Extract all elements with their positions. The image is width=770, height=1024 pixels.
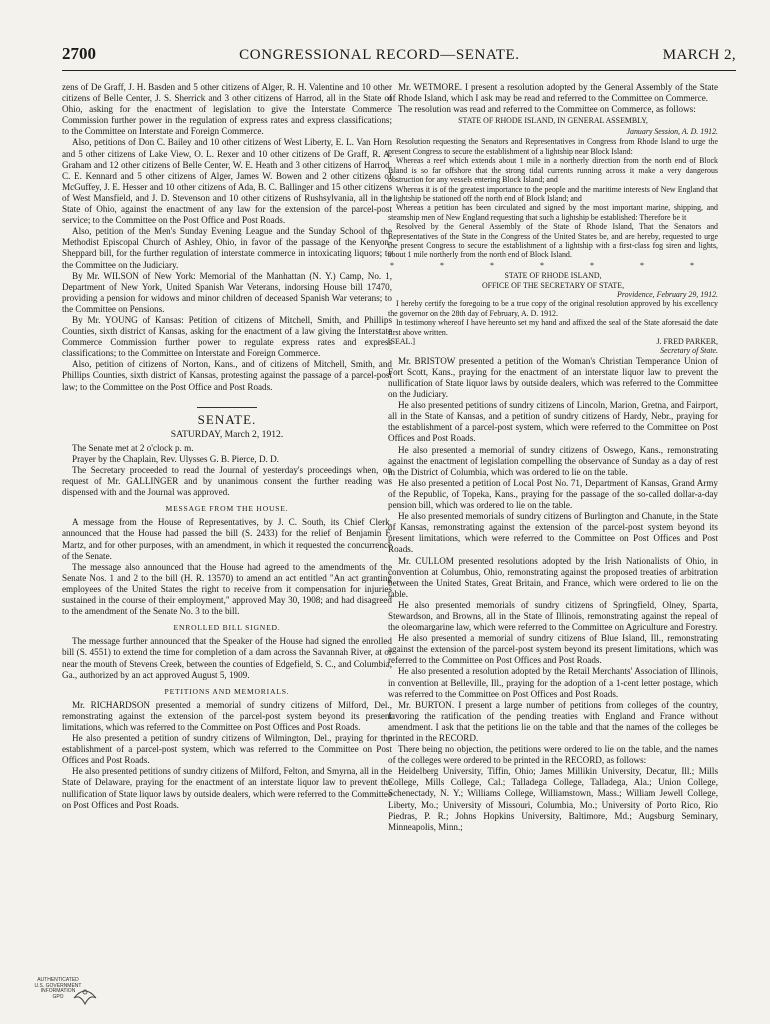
- paragraph: Also, petition of citizens of Norton, Kans., and of citizens of Mitchell, Smith, and Phillips Counties, sixth district of Kansas, protesting against the passage of a parcel-post law; to the Committee on the Post Office and Post Roads.: [62, 359, 392, 392]
- paragraph: He also presented memorials of sundry citizens of Springfield, Olney, Sparta, Stewardson, and Browns, all in the State of Illinois, remonstrating against the repeal of the oleomargarine law, which were referred to the Committee on Agriculture and Forestry.: [388, 599, 718, 633]
- paragraph: zens of De Graff, J. H. Basden and 5 other citizens of Alger, R. H. Valentine and 10 other citizens of Belle Center, J. S. Sherrick and 3 other citizens of Harrod, all in the State of Ohio, asking for the enactment of legislation to give the Interstate Commerce Commission further power in the regulation of express rates and express classifications; to the Committee on Interstate and Foreign Commerce.: [62, 82, 392, 137]
- office-date: Providence, February 29, 1912.: [617, 289, 718, 299]
- page-header: [62, 44, 736, 66]
- paragraph: By Mr. YOUNG of Kansas: Petition of citizens of Mitchell, Smith, and Phillips Counties, sixth district of Kansas, asking for the enactment of a law giving the Interstate Commerce Commission further power to regulate express rates and express classifications; to the Committee on Interstate and Foreign Commerce.: [62, 314, 392, 359]
- house-message-heading: MESSAGE FROM THE HOUSE.: [165, 504, 289, 514]
- paragraph: The Senate met at 2 o'clock p. m.: [72, 442, 194, 453]
- section-divider: [197, 407, 257, 408]
- paragraph: By Mr. WILSON of New York: Memorial of the Manhattan (N. Y.) Camp, No. 1, Department of New York, United Spanish War Veterans, indorsing House bill 17470, providing a pension for widows and minor children of deceased Spanish War veterans; to the Committee on Pensions.: [62, 270, 392, 314]
- resolution-block: [388, 137, 718, 355]
- auth-line: INFORMATION: [40, 988, 76, 995]
- auth-line: GPO: [52, 993, 64, 1000]
- paragraph: The Secretary proceeded to read the Journal of yesterday's proceedings when, on request of Mr. GALLINGER and by unanimous consent the further reading was dispensed with and the Journal was approved.: [62, 465, 392, 498]
- paragraph: He also presented a memorial of sundry citizens of Blue Island, Ill., remonstrating against the extension of the parcel-post system beyond its present limitations, which was referred to the Committee on Post Offices and Post Roads.: [388, 633, 718, 666]
- paragraph: A message from the House of Representatives, by J. C. South, its Chief Clerk, announced that the House had passed the bill (S. 2433) for the relief of Benjamin F. Martz, and for other purposes, with an amendment, in which it requested the concurrence of the Senate.: [62, 517, 392, 561]
- seal-label: [SEAL.]: [388, 337, 415, 346]
- office-line: STATE OF RHODE ISLAND,: [504, 271, 602, 281]
- paragraph: Mr. BURTON. I present a large number of petitions from colleges of the country, favoring the ratification of the pending treaties with England and France without amendment. I ask that the petitions lie on the table and that the names of the colleges be printed in the RECORD.: [388, 699, 718, 743]
- resolution-paragraph: Whereas it is of the greatest importance to the people and the maritime interests of New England that a lightship be stationed off the north end of Block Island; and: [388, 184, 718, 203]
- resolution-paragraph: Resolved by the General Assembly of the State of Rhode Island, That the Senators and Representatives of the State in the Congress of the United States be, and are hereby, requested to urge the present Congress to secure the establishment of a lightship with a first-class fog siren and lights, about 1 mile northerly from the north end of Block Island.: [388, 222, 718, 260]
- petitions-heading: PETITIONS AND MEMORIALS.: [164, 686, 290, 696]
- paragraph: There being no objection, the petitions were ordered to lie on the table, and the names of the colleges were ordered to be printed in the RECORD, as follows:: [388, 744, 718, 766]
- paragraph: He also presented petitions of sundry citizens of Milford, Felton, and Smyrna, all in the State of Delaware, praying for the enactment of an interstate liquor law to prevent the nullification of State liquor laws by outside dealers, which were referred to the Committee on Post Offices and Post Roads.: [62, 766, 392, 810]
- page-number: 2700: [62, 44, 96, 63]
- enrolled-bill-heading: ENROLLED BILL SIGNED.: [173, 623, 281, 633]
- paragraph: Mr. BRISTOW presented a petition of the Woman's Christian Temperance Union of Fort Scott, Kans., praying for the enactment of an interstate liquor law to prevent the nullification of State liquor laws by outside dealers, which was referred to the Committee on the Judiciary.: [388, 355, 718, 400]
- left-column: [62, 82, 392, 962]
- paragraph: He also presented a petition of sundry citizens of Wilmington, Del., praying for the establishment of a parcel-post system, which was referred to the Committee on Post Offices and Post Roads.: [62, 733, 392, 766]
- paragraph: He also presented a memorial of sundry citizens of Oswego, Kans., remonstrating against the enactment of legislation compelling the observance of Sunday as a day of rest in the District of Columbia, which was ordered to lie on the table.: [388, 444, 718, 477]
- running-title: CONGRESSIONAL RECORD—SENATE.: [239, 47, 520, 63]
- paragraph: Mr. CULLOM presented resolutions adopted by the Irish Nationalists of Ohio, in convention at Columbus, Ohio, remonstrating against the proposed treaties of arbitration between the United States, Great Britain, and France, which were ordered to lie on the table.: [388, 555, 718, 599]
- resolution-paragraph: Whereas a petition has been circulated and signed by the most important marine, shipping, and steamship men of New England requesting that such a lightship be established: Therefore be it: [388, 203, 718, 222]
- signature-row: [388, 337, 718, 346]
- certification-paragraph: I hereby certify the foregoing to be a true copy of the original resolution approved by his excellency the governor on the 28th day of February, A. D. 1912.: [388, 299, 718, 318]
- gpo-eagle-icon: [70, 982, 100, 1010]
- state-line: STATE OF RHODE ISLAND, IN GENERAL ASSEMBLY,: [458, 116, 648, 126]
- signer-title: Secretary of State.: [660, 346, 718, 356]
- paragraph: Prayer by the Chaplain, Rev. Ulysses G. B. Pierce, D. D.: [72, 453, 279, 464]
- paragraph: The resolution was read and referred to the Committee on Commerce, as follows:: [398, 104, 696, 115]
- paragraph: Also, petition of the Men's Sunday Evening League and the Sunday School of the Methodist Episcopal Church of Ashley, Ohio, in favor of the passage of the Kenyon-Sheppard bill, for the further regulation of interstate commerce in intoxicating liquors; to the Committee on the Judiciary.: [62, 226, 392, 270]
- paragraph: Also, petitions of Don C. Bailey and 10 other citizens of West Liberty, E. L. Van Horn and 5 other citizens of Lake View, O. L. Rexer and 10 other citizens of De Graff, R. A. Graham and 12 other citizens of Belle Center, W. E. Heath and 3 other citizens of Harrod, C. E. Kennard and 5 other citizens of Alger, James W. Bowen and 2 other citizens of McGuffey, J. E. Hesser and 10 other citizens of Ada, B. C. Ballinger and 15 other citizens of West Mansfield, and J. D. Stevenson and 10 other citizens of Rushsylvania, all in the State of Ohio, against the enactment of any law for the extension of the parcel-post service; to the Committee on the Post Office and Post Roads.: [62, 137, 392, 226]
- header-rule: [62, 70, 736, 71]
- paragraph: He also presented memorials of sundry citizens of Burlington and Chanute, in the State of Kansas, remonstrating against the extension of the parcel-post system beyond its present limitations, which were referred to the Committee on Post Offices and Post Roads.: [388, 511, 718, 555]
- paragraph: The message also announced that the House had agreed to the amendments of the Senate Nos. 1 and 2 to the bill (H. R. 13570) to amend an act entitled "An act granting employees of the United States the right to receive from it compensation for injuries sustained in the course of their employment," approved May 30, 1908; and had disagreed to the amendment of the Senate No. 3 to the bill.: [62, 561, 392, 617]
- right-column: [388, 82, 718, 962]
- auth-line: U.S. GOVERNMENT: [34, 982, 82, 989]
- resolution-paragraph: Whereas a reef which extends about 1 mile in a northerly direction from the north end of Block Island is so far offshore that the strong tidal currents running across it make a very dangerous obstruction for any vessels entering Block Island; and: [388, 156, 718, 185]
- ellipsis-stars: * * * * * * *: [390, 260, 716, 270]
- certification-paragraph: In testimony whereof I have hereunto set my hand and affixed the seal of the State aforesaid the date first above written.: [388, 318, 718, 337]
- running-date: MARCH 2,: [662, 47, 736, 63]
- paragraph: Mr. WETMORE. I present a resolution adopted by the General Assembly of the State of Rhode Island, which I ask may be read and referred to the Committee on Commerce.: [388, 82, 718, 104]
- paragraph: Heidelberg University, Tiffin, Ohio; James Millikin University, Decatur, Ill.; Mills College, Mills College, Cal.; Talladega College, Talladega, Ala.; Union College, Schenectady, N. Y.; Williams College, Williamstown, Mass.; William Jewell College, Liberty, Mo.; University of Missouri, Columbia, Mo.; University of Porto Rico, Rio Piedras, P. R.; Johns Hopkins University, Baltimore, Md.; Augsburg Seminary, Minneapolis, Minn.;: [388, 766, 718, 832]
- office-line: OFFICE OF THE SECRETARY OF STATE,: [481, 280, 625, 290]
- session-line: January Session, A. D. 1912.: [626, 127, 718, 137]
- senate-date: SATURDAY, March 2, 1912.: [170, 428, 284, 440]
- paragraph: He also presented petitions of sundry citizens of Lincoln, Marion, Gretna, and Fairport, all in the State of Kansas, and a petition of sundry citizens of Hardy, Nebr., praying for the establishment of a parcel-post system, which were referred to the Committee on Post Offices and Post Roads.: [388, 400, 718, 444]
- paragraph: Mr. RICHARDSON presented a memorial of sundry citizens of Milford, Del., remonstrating against the extension of the parcel-post system beyond its present limitations, which was referred to the Committee on Post Offices and Post Roads.: [62, 699, 392, 732]
- auth-line: AUTHENTICATED: [37, 977, 79, 983]
- paragraph: The message further announced that the Speaker of the House had signed the enrolled bill (S. 4551) to extend the time for completion of a dam across the Savannah River, at or near the mouth of Stevens Creek, between the counties of Edgefield, S. C., and Columbia, Ga., authorized by an act approved August 5, 1909.: [62, 636, 392, 680]
- senate-heading: SENATE.: [197, 411, 257, 427]
- signer-name: J. FRED PARKER,: [656, 337, 718, 346]
- paragraph: He also presented a resolution adopted by the Retail Merchants' Association of Illinois, in convention at Belleville, Ill., praying for the adoption of a 1-cent letter postage, which was referred to the Committee on Post Offices and Post Roads.: [388, 666, 718, 699]
- paragraph: He also presented a petition of Local Post No. 71, Department of Kansas, Grand Army of the Republic, of Topeka, Kans., praying for the passage of the so-called dollar-a-day pension bill, which was ordered to lie on the table.: [388, 477, 718, 511]
- resolution-paragraph: Resolution requesting the Senators and Representatives in Congress from Rhode Island to urge the present Congress to secure the establishment of a lightship near Block Island:: [388, 137, 718, 156]
